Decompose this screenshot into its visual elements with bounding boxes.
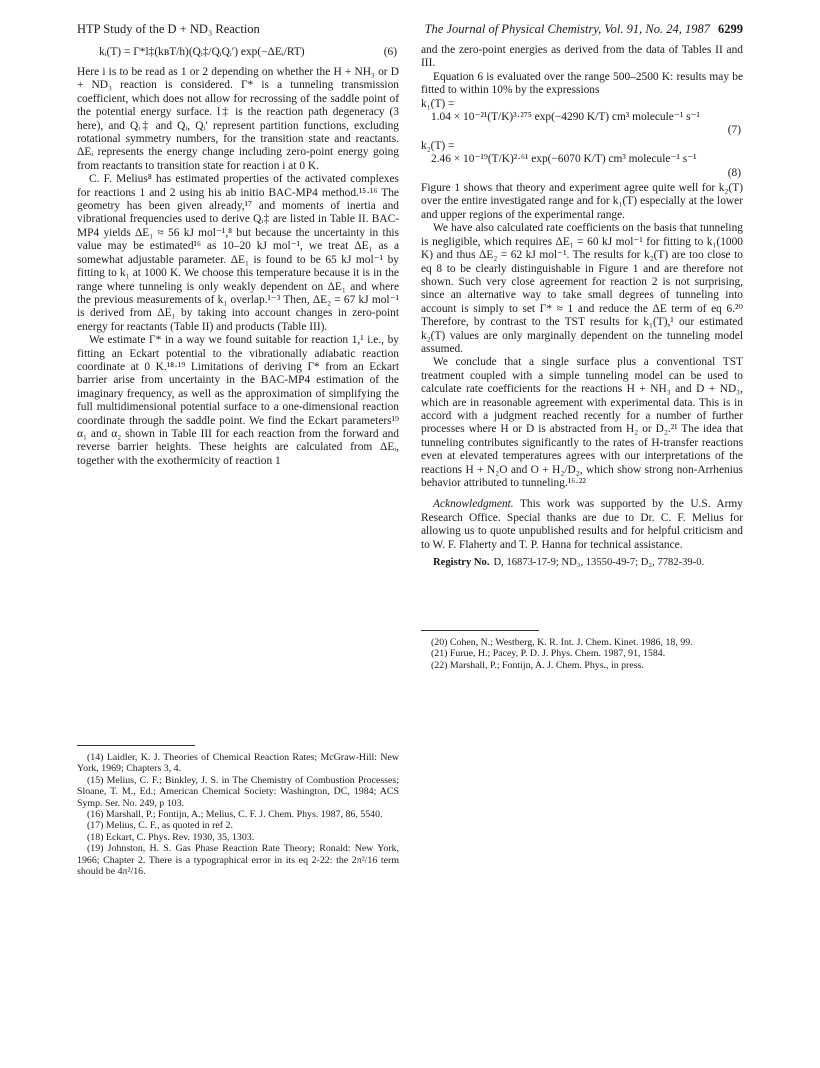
- reference-21: (21) Furue, H.; Pacey, P. D. J. Phys. Chem. 1987, 91, 1584.: [431, 648, 666, 660]
- reference-14: (14) Laidler, K. J. Theories of Chemical Reaction Rates; McGraw-Hill: New York, 1969; Chapters 3, 4.: [77, 752, 399, 775]
- equation-6-number: (6): [383, 46, 397, 58]
- paragraph: Figure 1 shows that theory and experiment agree quite well for k₂(T) over the entire investigated range and for k₁(T) especially at the lower and upper regions of the experimental range.: [421, 182, 743, 221]
- reference-17: (17) Melius, C. F., as quoted in ref 2.: [87, 820, 233, 832]
- paragraph: Here i is to be read as 1 or 2 depending on whether the H + NH₃ or D + ND₃ reaction is considered. Γ* is a tunneling transmission coefficient, which does not allow for recrossing of the saddle point of the potential energy surface. l‡ is the reaction path degeneracy (3 here), and Qᵢ‡ and Qᵢ, Qᵢ′ represent partition functions, excluding rotational symmetry numbers, for the transition state and reactants. ΔEᵢ represents the energy change including zero-point energy going from reactants to transition state for reaction i at 0 K.: [77, 66, 399, 172]
- acknowledgment-heading: Acknowledgment.: [433, 498, 514, 511]
- footnotes-right: [421, 620, 743, 671]
- paragraph: and the zero-point energies as derived from the data of Tables II and III.: [421, 44, 743, 70]
- paragraph: Equation 6 is evaluated over the range 500–2500 K: results may be fitted to within 10% by the expressions: [421, 70, 743, 97]
- paragraph: C. F. Melius⁸ has estimated properties of the activated complexes for reactions 1 and 2 using his ab initio BAC-MP4 method.¹⁵·¹⁶ The geometry has been given already,¹⁷ and moments of inertia and vibrational frequencies used to derive Qᵢ‡ are listed in Table II. BAC-MP4 yields ΔE₁ ≈ 56 kJ mol⁻¹,⁸ but because the uncertainty in this value may be estimated¹⁶ as 10–20 kJ mol⁻¹, we treat ΔE₁ as a somewhat adjustable parameter. ΔE₁ is found to be 65 kJ mol⁻¹ by fitting to k₁ at 1000 K. We choose this temperature because it is in the range where tunneling is only weakly dependent on ΔE₁ and where the previous measurements of k₁ overlap.¹⁻³ Then, ΔE₂ = 67 kJ mol⁻¹ is derived from ΔE₁ by taking into account changes in zero-point energy for reactants (Table II) and products (Table III).: [77, 173, 399, 333]
- reference-16: (16) Marshall, P.; Fontijn, A.; Melius, C. F. J. Chem. Phys. 1987, 86, 5540.: [87, 809, 383, 821]
- right-column: [421, 44, 743, 569]
- equation-8-rhs: 2.46 × 10⁻¹⁹(T/K)²·⁶¹ exp(−6070 K/T) cm³ molecule⁻¹ s⁻¹: [431, 153, 697, 166]
- journal-header: [425, 22, 743, 37]
- footnote-divider: [421, 630, 539, 631]
- equation-7: [421, 98, 743, 138]
- running-title: HTP Study of the D + ND₃ Reaction: [77, 22, 260, 36]
- paragraph: We estimate Γ* in a way we found suitable for reaction 1,¹ i.e., by fitting an Eckart potential to the vibrationally adiabatic reaction coordinate at 0 K.¹⁸·¹⁹ Limitations of deriving Γ* from an Eckart barrier arise from uncertainty in the BAC-MP4 estimation of the imaginary frequency, as well as the approximation of simplifying the full multidimensional potential surface to a one-dimensional reaction coordinate through the saddle point. We find the Eckart parameters¹⁹ α₁ and α₂ shown in Table III for each reaction from the forward and reverse barrier heights. These heights are calculated from ΔEᵢ, together with the exothermicity of reaction 1: [77, 334, 399, 467]
- equation-7-rhs: 1.04 × 10⁻²¹(T/K)³·²⁷⁵ exp(−4290 K/T) cm³ molecule⁻¹ s⁻¹: [431, 111, 700, 124]
- acknowledgment: [421, 498, 743, 552]
- equation-8-lhs: k₂(T) =: [421, 139, 455, 152]
- reference-18: (18) Eckart, C. Phys. Rev. 1930, 35, 1303.: [87, 831, 255, 843]
- registry-numbers: [421, 556, 743, 569]
- equation-6: [77, 46, 399, 60]
- equation-6-text: kᵢ(T) = Γ*l‡(kʙT/h)(Qᵢ‡/QᵢQᵢ′) exp(−ΔEᵢ/RT): [99, 46, 305, 58]
- equation-8: [421, 140, 743, 180]
- acknowledgment-text: This work was supported by the U.S. Army Research Office. Special thanks are due to Dr. C. F. Melius for allowing us to quote unpublished results and for helpful criticism and to W. F. Flaherty and T. P. Hanna for technical assistance.: [421, 498, 743, 551]
- journal-citation: The Journal of Physical Chemistry, Vol. 91, No. 24, 1987: [424, 22, 710, 36]
- reference-22: (22) Marshall, P.; Fontijn, A. J. Chem. Phys., in press.: [431, 659, 644, 671]
- equation-7-lhs: k₁(T) =: [421, 97, 455, 110]
- reference-19: (19) Johnston, H. S. Gas Phase Reaction Rate Theory; Ronald: New York, 1966; Chapter 2. There is a typographical error in its eq 2-22: the 2π²/16 term should be 4π²/16.: [77, 843, 399, 878]
- left-column: [77, 44, 399, 468]
- equation-8-number: (8): [727, 166, 741, 179]
- paragraph: We have also calculated rate coefficients on the basis that tunneling is negligible, which requires ΔE₁ = 60 kJ mol⁻¹ for fitting to k₁(1000 K) and thus ΔE₂ = 62 kJ mol⁻¹. The results for k₂(T) are too close to eq 8 to be clearly distinguishable in Figure 1 and are therefore not shown. Such very close agreement for reaction 2 is not surprising, since an alternative way to take small degrees of tunneling into account is simply to set Γ* ≈ 1 and reduce the ΔE term of eq 6.²⁰ Therefore, by contrast to the TST results for k₁(T),¹ our estimated k₂(T) values are only marginally dependent on the tunneling model assumed.: [421, 222, 743, 355]
- footnote-divider: [77, 745, 195, 746]
- footnotes-left: [77, 735, 399, 877]
- registry-text: D, 16873-17-9; ND₃, 13550-49-7; D₂, 7782-39-0.: [493, 557, 705, 569]
- paragraph: We conclude that a single surface plus a conventional TST treatment coupled with a simple tunneling model can be used to calculate rate coefficients for the reactions H + NH₃ and D + ND₃, which are in reasonable agreement with experimental data. This is in accord with a judgment reached recently for a number of further processes where H or D is abstracted from H₂ or D₂.²¹ The idea that tunneling contributes significantly to the rates of H-transfer reactions even at elevated temperatures agrees with our interpretations of the reactions H + N₂O and O + H₂/D₂, which show strong non-Arrhenius behavior attributed to tunneling.¹⁶·²²: [421, 356, 743, 489]
- reference-15: (15) Melius, C. F.; Binkley, J. S. in The Chemistry of Combustion Processes; Sloane, T. M., Ed.; American Chemical Society: Washington, DC, 1984; ACS Symp. Ser. No. 249, p 103.: [77, 774, 399, 809]
- reference-20: (20) Cohen, N.; Westberg, K. R. Int. J. Chem. Kinet. 1986, 18, 99.: [431, 637, 693, 648]
- registry-heading: Registry No.: [433, 557, 490, 569]
- equation-7-number: (7): [727, 124, 741, 137]
- page-number: 6299: [718, 22, 743, 36]
